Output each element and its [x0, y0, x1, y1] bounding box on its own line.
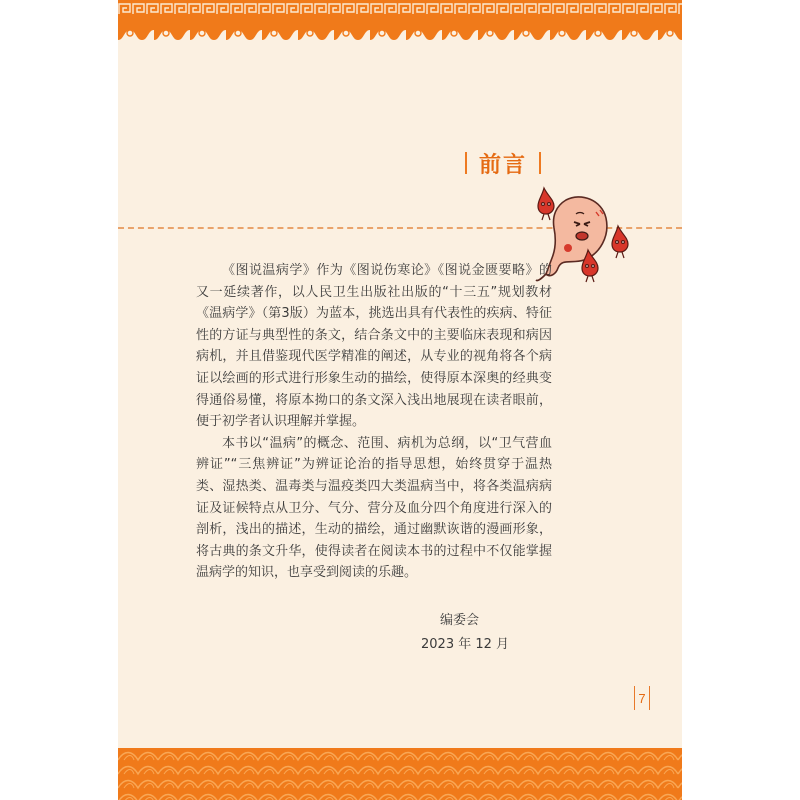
bottom-decorative-border — [118, 748, 682, 800]
paragraph: 《图说温病学》作为《图说伤寒论》《图说金匮要略》的又一延续著作，以人民卫生出版社出版的“十三五”规划教材《温病学》（第3版）为蓝本，挑选出具有代表性的疾病、特征性的方证与典型性的条文，结合条文中的主要临床表现和病因病机，并且借鉴现代医学精准的阐述，从专业的视角将各个病证以绘画的形式进行形象生动的描绘，使得原本深奥的经典变得通俗易懂，将原本拗口的条文深入浅出地展现在读者眼前，便于初学者认识理解并掌握。 — [196, 263, 552, 430]
title-right-bar — [539, 152, 541, 174]
title-left-bar — [465, 152, 467, 174]
signature-org: 编委会 — [440, 613, 480, 628]
signature-date: 2023 年 12 月 — [421, 637, 510, 652]
blood-drop-left — [538, 188, 554, 220]
book-page — [118, 0, 682, 800]
top-decorative-border — [118, 0, 682, 42]
page-title: 前言 — [479, 152, 528, 178]
cloud-pattern-band — [118, 20, 682, 46]
blood-drop-right — [612, 226, 628, 258]
paragraph: 本书以“温病”的概念、范围、病机为总纲，以“卫气营血辨证”“三焦辨证”为辨证论治的指导思想，始终贯穿于温热类、湿热类、温毒类与温疫类四大类温病当中，将各类温病病证及证候特点从卫分、气分、营分及血分四个角度进行深入的剖析，浅出的描述，生动的描绘，通过幽默诙谐的漫画形象，将古典的条文升华，使得读者在阅读本书的过程中不仅能掌握温病学的知识，也享受到阅读的乐趣。 — [196, 435, 552, 581]
heading-group — [465, 148, 541, 178]
fret-pattern-band — [118, 2, 682, 16]
wave-pattern-band — [118, 748, 682, 800]
preface-body — [196, 260, 552, 584]
page-number: 7 — [634, 686, 650, 710]
